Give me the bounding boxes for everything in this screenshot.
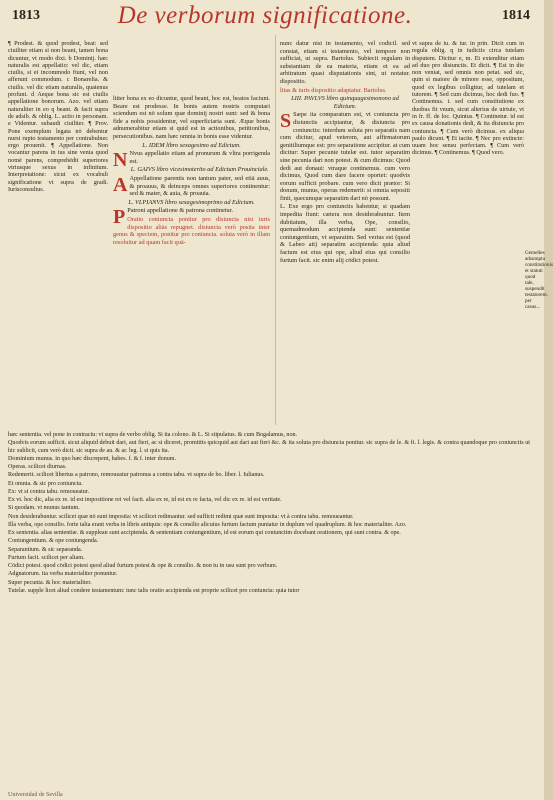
- rubric-bartolus: litas & iuris dispositio adaptatur. Bartolus.: [280, 86, 387, 94]
- page-number-left: 1813: [12, 8, 40, 23]
- bottom-para-15: Cōdici potest. quod cōdici potest quod aliud furtum potest & ope & consilio. & non tu in usu sunt pro verbum.: [8, 563, 278, 569]
- bottom-para-11: Ex sententia. alias sententiæ. & supplean sunt accipienda. & sententiam coniungentium, id est eorum qui coniunctim docebant orationem, qui sunt contra. & ope.: [8, 530, 401, 536]
- gloss-left-column: [8, 40, 108, 460]
- law-heading-ulpianus: L. VLPIANVS libro sexagesimoprimo ad Edictum.: [128, 198, 255, 206]
- initial-n: N: [113, 149, 128, 172]
- main-left-para-0: litter bona ex eo dicuntur, quod beant, hoc est, beatos faciunt. Beare est prodesse. In bonis autem nostris computari sciendum est nō solum quæ dominij nostri sunt: sed & bona fide a nobis possidentur, vel superficiaria sunt. Æque bonis adnumerabitur etiam si quid est in actionibus, petitionibus, persecutionibus. nam hæc omnia in bonis esse videntur.: [113, 95, 270, 140]
- bottom-para-9: Non desiderabuntur. scilicet quæ nō sunt imposita: vt scilicet redimantur. sed sufficit redimi quæ sunt imposita: vt à contra tabu. remoueantur.: [8, 513, 354, 520]
- bottom-para-18: Tutelæ. supple licet aliud condere testamentum: tunc talis oratio accipienda est proprie scilicet pro coniuncta: quia tutor: [8, 587, 300, 594]
- main-left-para-6: P Patroni appellatione & patrona continetur.: [113, 206, 234, 229]
- rubric-oratio: Oratio coniuncta ponitur pro disiuncta nisi iuris dispositio aliās repugnet. disiuncta verò posita inter genus & speciem, ponitur pro coniuncta. soluta verò in illam resoluitur ad quam facit quā-: [113, 215, 270, 246]
- main-right-para-3: S Sæpe ita comparatum est, vt coniuncta pro disiunctis accipiantur, & disiuncta pro coniunctis: interdum soluta pro separatis nam cum dicitur, apud veterem, aut affirmatorum genitiliumque est: pro separatione accipitur. at cum dicitur: Super pecunie tutelæ est. tutor separatim sine pecunia dari non potest. & cum dicimus: Quod dedi aut donaui: vtraque continemus. cum vero dicimus, Quod cum dare facere oportet: quodvis eorum sufficit probare. cum vero dicit prætor: Si donum, munus, operas redemerit: si omnia sepositi finit, quecumque separatim dari nō possunt.: [280, 110, 410, 202]
- page-number-right: 1814: [502, 8, 530, 23]
- bottom-para-14: Furtum facit. scilicet per aliam.: [8, 554, 85, 561]
- law-heading-paulus: LIII. PAVLVS libro quinquagesimonono ad Edictum.: [291, 95, 399, 110]
- bottom-para-13: Separantium. & sic separanda.: [8, 546, 83, 553]
- bottom-para-3: Operas. scilicet diurnas.: [8, 464, 67, 470]
- bottom-para-10: Illa verba, ope consilio. forte talia erant verba in libris antiquis: ope & consilio alicuius furtum factum puniatur in duplum vel quadruplum. & hoc materialiter. Azo.: [8, 521, 407, 528]
- page-title: De verborum significatione.: [117, 2, 413, 29]
- law-heading-gaius: L. GAIVS libro vicesimoterito ad Edictum Prouinciale.: [130, 166, 269, 174]
- main-right-para-4: L. Exe ergo pro coniunctis habentur, si quadam impedita fiunt: cætera non desiderabuntur. Item dubitatum, illa verba, Ope, consilio, quemadmodum accipienda sunt: sententiæ coniungentium, vt separatim. Sed verius est (quod & Labeo ait) separatim accipienda: quia aliud factum est eius qui ope, aliud eius qui consilio furtum facit. sic enim alij cōdici potest.: [280, 203, 410, 264]
- main-right-para-0: nunc datur nisi in testamento, vel codicil. sed constat, etiam si testamento, vel tempore non sufficiat, ut supra. Bartolus. Subiecit regulam in substantiam de ea materia, etiam et ea ad arbitratum quasi disputationis sint, ut notatur. dispositio.: [280, 40, 410, 85]
- initial-s: S: [280, 110, 292, 133]
- library-footer: Universidad de Sevilla: [8, 792, 63, 798]
- gloss-left-text: ¶ Prodest. & quod prodest, beat: sed ciuiliter etiam si non beant, tamen bona dicuntur, vt modo dixi. b Dominij. hæc naturalis est appellatio: vel dic, etiam ciuilis, si ei incommodo fiunt, vel non afferunt commodum. c Bonarelia. & ciuilis. vel dic etiam naturalis, quatenus profunt. d Aeque bona sic est ciuilis appellatione bonorum. Azo. vel etiam naturaliter in eo q beant. & facit supra de adsib. & oblig. L. actio in personam. e Videntur. subaudi ciuiliter. ¶ Prov. Pone exemplum legata nō debentur nursi rupto testamento per contrabulnec ergo prouenit. ¶ Appellatione. Non vocantur parens in ius sine venia quod nomē parens, comprehēdit superiores vtriusque sexus in infinitum. Interpretatione: sicut ex vocabuli significatione vt supra de gradi. Iurisconsultus.: [8, 40, 108, 193]
- main-text-right: [280, 40, 410, 425]
- bottom-para-7: Ex vt. hoc dic, alia ex re. id est impositione rei vel facti. alia ex re, id est ex re facta, vel dic ex re. id est veritate.: [8, 497, 282, 503]
- bottom-para-16: Adgnatorum. ita verba materialiter ponuntur.: [8, 571, 118, 578]
- bottom-para-5: Et omnia. & sic pro coniuncta.: [8, 480, 83, 487]
- bottom-para-17: Super pecunia. & hoc materialiter.: [8, 579, 92, 586]
- bottom-para-12: Coniungentium. & ope coniungenda.: [8, 538, 99, 545]
- main-left-para-4: A Appellatione parentis non tantum pater, sed etiā auus, & proauus, & deinceps omnes superiores continentur: sed & mater, & auia, & proauia.: [113, 173, 270, 198]
- bottom-para-4: Redemerit. scilicet libertus a patrono, remoueatur patronus a contra tabu. vt supra de bo. liber. l. Iulianus.: [8, 472, 265, 479]
- bottom-para-8: Si quodam. vt munus tantum.: [8, 505, 80, 512]
- initial-a: A: [113, 173, 128, 196]
- main-text-left: [113, 95, 270, 455]
- bottom-para-0: hæc sententia. vel pone in contractu: vt supra de verbo oblig. Si ita colono. & L. Si stipulatus. & cum Bogalamus, non.: [8, 432, 298, 438]
- running-header: [0, 2, 544, 32]
- bottom-para-6: Ex: vt si contra tabu. remoueatur.: [8, 488, 90, 495]
- column-divider: [275, 35, 276, 425]
- gloss-right-column: [412, 40, 524, 468]
- bottom-para-1: Quodvis eorum sufficit. sicut aliquid debuit dari, aut fieri, ac si diceret, promittis quicquid aut dari aut fieri &c. & ita soluta pro disiuncta ponitur. sic supra de le. & fi. l. legis. & contra quandoque pro coniunctis ut hic sublicit, cum verò dicit. sic supra de au. & ar. leg. l. si quis ita.: [8, 440, 530, 454]
- bottom-para-2: Dominium munus. in quo hæc discrepent, habes. f. & f. inter donum.: [8, 455, 177, 462]
- main-left-para-2: N Nvus appellatio etiam ad pronurum & vltra porrigenda est.: [113, 149, 270, 172]
- gloss-bottom: [8, 432, 530, 788]
- initial-p: P: [113, 206, 126, 229]
- gloss-right-text: vt supra de iu. & iur. in prin. Dicit cum in regula oblig. q in iudiciis circa tutelam disputem. Dicitur e, m. Et extenditur etiam ad duo pro disiunctis. Et dicit. ¶ Est in die non veniat, sed omnis non petat. sed sic, quin si maiore de minore esse, oppositum, quod ex legibus colligitur, ad tutelam et tutorem. ¶ Sed cum dicimus, hoc dedi fuo. ¶ Continemus. i. sed cum constitutione ex duobus fit vnum, sicut alterius de uirtute, vt in fr. ff. de loc. Quintus. ¶ Continetur. id est ex causa donationis dedi, & ita disiuncta pro coniuncta. ¶ Cum verò dicimus. ex aliqua paulo dicunt. ¶ Et tacite. ¶ Nec pro extincte: uuam hoc sensu perfectam. ¶ Cum verò dicimus. ¶ Continemus. ¶ Quod vero.: [412, 40, 524, 157]
- law-heading-idem: L. IDEM libro sexagesimo ad Edictum.: [142, 141, 241, 149]
- margin-note: Gemelles adsumpta constitutionis et statuti quod tale, suspendit testatorem. per casus...: [525, 250, 553, 310]
